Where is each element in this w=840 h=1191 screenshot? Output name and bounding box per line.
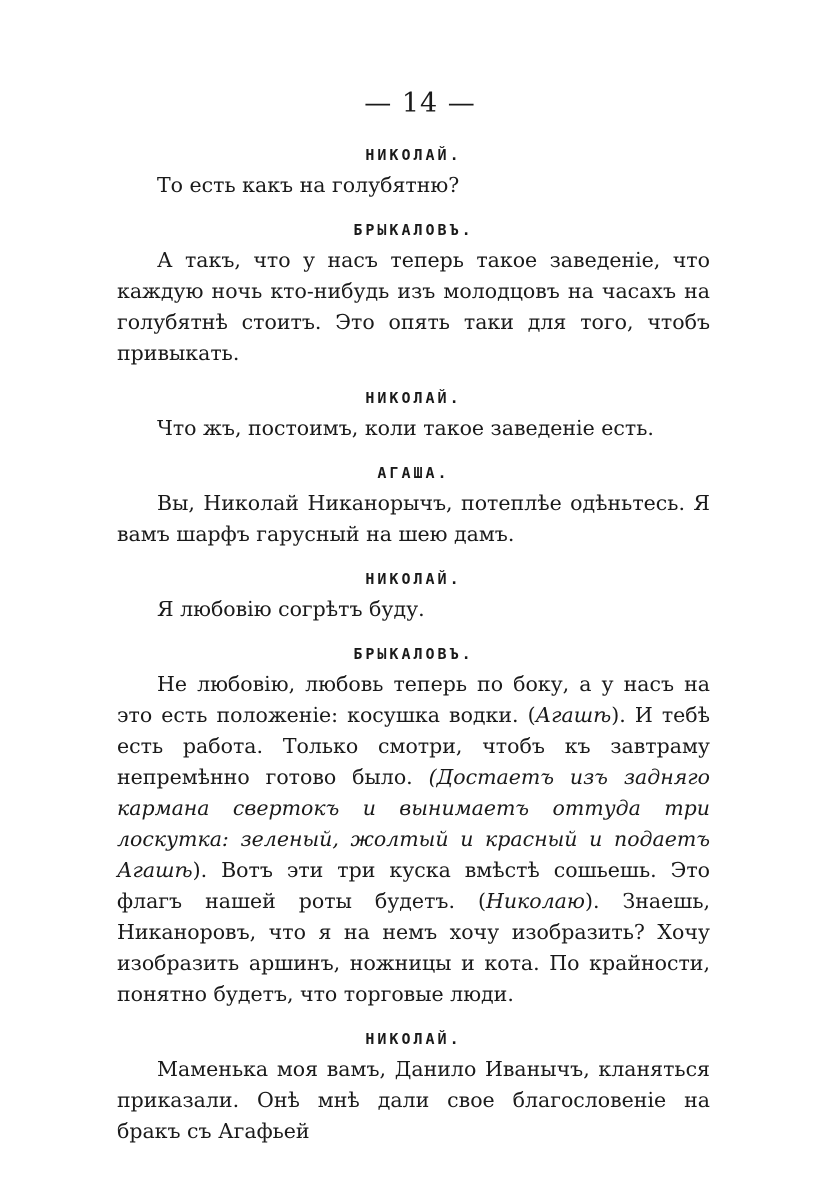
speech-text (117, 1054, 710, 1147)
speech-span: Что жъ, постоимъ, коли такое заведенiе есть. (157, 416, 654, 440)
dialogue-block (117, 564, 710, 625)
speech-span: Не любовiю, любовь теперь по боку, а у насъ на это есть положенiе: косушка водки. ( (117, 672, 710, 727)
speech-text (117, 594, 710, 625)
speaker-name: НИКОЛАЙ. (365, 1030, 462, 1048)
speaker-name: БРЫКАЛОВЪ. (353, 221, 474, 239)
dialogue-block (117, 1024, 710, 1147)
speech-span: Вы, Николай Никанорычъ, потеплѣе одѣньтесь. Я вамъ шарфъ гарусный на шею дамъ. (117, 491, 710, 546)
speaker-name: НИКОЛАЙ. (365, 146, 462, 164)
page-number: — 14 — (364, 88, 476, 119)
speaker-name: НИКОЛАЙ. (365, 570, 462, 588)
speech-span: ). Знаешь, Никаноровъ, что я на немъ хочу изобразить? Хочу изобразить аршинъ, ножницы и кота. По крайности, понятно будетъ, что торговые люди. (117, 889, 710, 1006)
speech-text (117, 170, 710, 201)
speech-span: ). И тебѣ есть работа. Только смотри, чтобъ къ завтраму непремѣнно готово было. (117, 703, 710, 789)
speech-span: То есть какъ на голубятню? (157, 173, 460, 197)
dialogue-block (117, 639, 710, 1010)
dialogue-block (117, 140, 710, 201)
speech-text (117, 488, 710, 550)
speech-span: ). Вотъ эти три куска вмѣстѣ сошьешь. Это флагъ нашей роты будетъ. ( (117, 858, 710, 913)
speech-span: Маменька моя вамъ, Данило Иванычъ, кланяться приказали. Онѣ мнѣ дали свое благословенiе на бракъ съ Агафьей (117, 1057, 710, 1143)
stage-direction: Николаю (485, 889, 585, 913)
speech-span: А такъ, что у насъ теперь такое заведенiе, что каждую ночь кто-нибудь изъ молодцовъ на часахъ на голубятнѣ стоитъ. Это опять таки для того, чтобъ привыкать. (117, 248, 710, 365)
speech-text (117, 669, 710, 1010)
speaker-name: АГАША. (377, 464, 450, 482)
stage-direction: (Достаетъ изъ задняго кармана свертокъ и вынимаетъ оттуда три лоскутка: зеленый, жолтый и красный и подаетъ Агашѣ (117, 765, 710, 882)
speech-text (117, 413, 710, 444)
speech-span: Я любовiю согрѣтъ буду. (157, 597, 425, 621)
dialogue-block (117, 215, 710, 369)
play-text (117, 140, 710, 1147)
speaker-name: БРЫКАЛОВЪ. (353, 645, 474, 663)
dialogue-block (117, 383, 710, 444)
dialogue-block (117, 458, 710, 550)
stage-direction: Агашѣ (535, 703, 612, 727)
speech-text (117, 245, 710, 369)
speaker-name: НИКОЛАЙ. (365, 389, 462, 407)
